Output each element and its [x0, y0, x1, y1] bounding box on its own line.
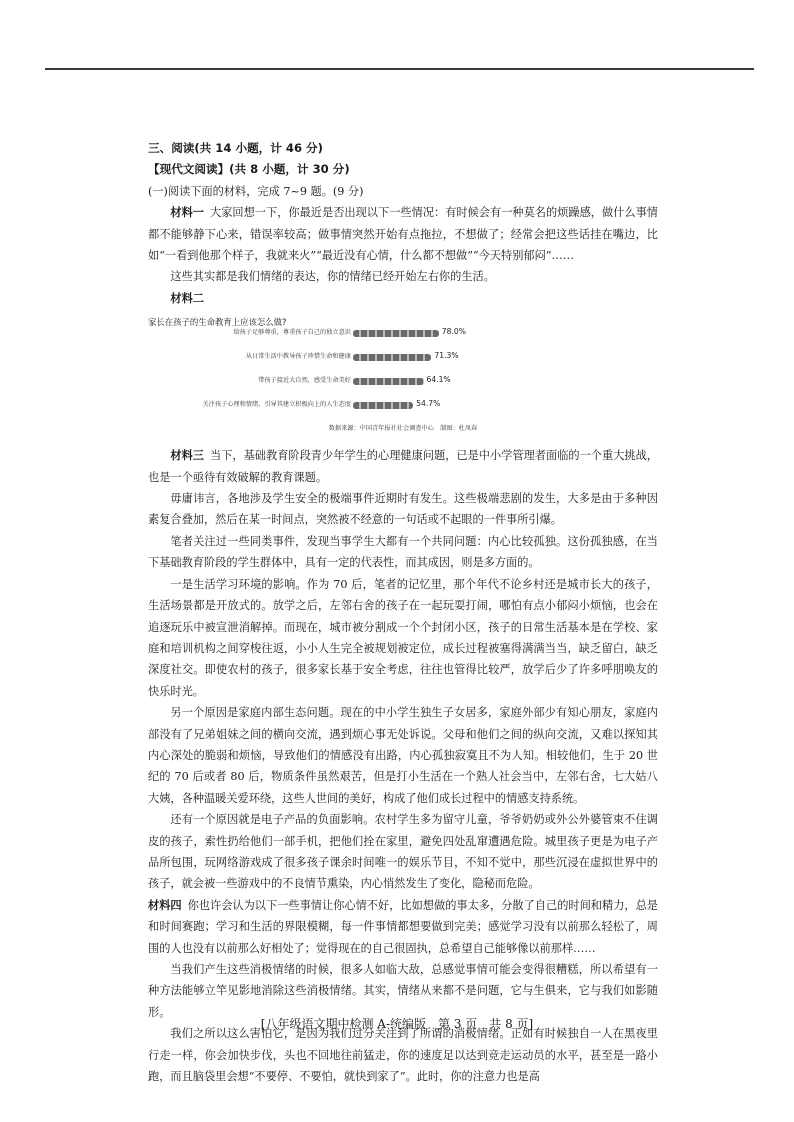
chart-bar: [353, 354, 431, 361]
chart-title: 家长在孩子的生命教育上应该怎么做?: [148, 317, 287, 328]
material3-paragraph4: 一是生活学习环境的影响。作为 70 后，笔者的记忆里，那个年代不论乡村还是城市长大的孩子，生活场景都是开放式的。放学之后，左邻右舍的孩子在一起玩耍打闹，哪怕有点小郁闷小烦恼，也会在追逐玩乐中被宣泄消解掉。而现在，城市被分割成一个个封闭小区，孩子的日常生活基本是在学校、家庭和培训机构之间穿梭往返，小小人生完全被规划被定位，成长过程被塞得满满当当，缺乏留白，缺乏深度社交。即使农村的孩子，很多家长基于安全考虑，往往也管得比较严，放学后少了许多呼朋唤友的快乐时光。: [148, 577, 658, 698]
material2-paragraph: [148, 288, 658, 309]
chart-category-label: 给孩子足够尊重，尊重孩子自己的独立意识: [233, 329, 351, 337]
chart-bar-row: [148, 329, 658, 353]
material1-paragraph: [148, 202, 658, 266]
material3-paragraph3: 笔者关注过一些同类事件，发现当事学生大都有一个共同问题：内心比较孤独。这份孤独感，在当下基础教育阶段的学生群体中，具有一定的代表性，而其成因，则是多方面的。: [148, 534, 658, 570]
chart-value-label: 71.3%: [434, 351, 459, 361]
material1-label: 材料一: [170, 206, 204, 220]
material4-text1: 你也许会认为以下一些事情让你心情不好，比如想做的事太多，分散了自己的时间和精力，总是和时间赛跑；学习和生活的界限模糊，每一件事情都想要做到完美；感觉学习没有以前那么轻松了，周围的人也没有以前那么好相处了；觉得现在的自己很固执，总希望自己能够像以前那样……: [148, 898, 658, 955]
chart-bar: [353, 378, 424, 385]
chart-value-label: 64.1%: [426, 375, 451, 385]
material1-paragraph2: 这些其实都是我们情绪的表达，你的情绪已经开始左右你的生活。: [170, 270, 495, 284]
material1-text: 大家回想一下，你最近是否出现以下一些情况：有时候会有一种莫名的烦躁感，做什么事情都不能够静下心来，错误率较高；做事情突然开始有点拖拉，不想做了；经常会把这些话挂在嘴边，比如“一看到他那个样子，我就来火”“最近没有心情，什么都不想做”“今天特别郁闷”……: [148, 206, 658, 263]
chart-bar-row: [148, 353, 658, 377]
material4-paragraph1: [148, 895, 658, 959]
exam-page-content: [148, 138, 658, 1087]
chart-category-label: 带孩子接近大自然，感受生命美好: [258, 377, 351, 385]
chart-bar-track: [353, 330, 439, 337]
material4-paragraph2: 当我们产生这些消极情绪的时候，很多人如临大敌，总感觉事情可能会变得很糟糕，所以希望有一种方法能够立竿见影地消除这些消极情绪。其实，情绪从来都不是问题，它与生俱来，它与我们如影随形。: [148, 963, 658, 1019]
chart-category-label: 从日常生活中教导孩子珍惜生命和健康: [245, 353, 351, 361]
material3-paragraph1: [148, 445, 658, 488]
material3-paragraph5: 另一个原因是家庭内部生态问题。现在的中小学生独生子女居多，家庭外部少有知心朋友，家庭内部没有了兄弟姐妹之间的横向交流，遇到烦心事无处诉说。父母和他们之间的纵向交流，又难以探知其内心深处的脆弱和烦恼，导致他们的情感没有出路，内心孤独寂寞且不为人知。相较他们，生于 20 世纪的 70 后或者 80 后，物质条件虽然艰苦，但是打小生活在一个熟人社会当中，左邻右舍，七大姑八大姨，各种温暖关爱环绕，这些人世间的美好，构成了他们成长过程中的情感支持系统。: [148, 706, 658, 805]
section-subheading: 【现代文阅读】(共 8 小题，计 30 分): [148, 162, 350, 177]
chart-bar-track: [353, 378, 424, 385]
material4-label: 材料四: [148, 898, 182, 912]
material2-label: 材料二: [170, 291, 204, 305]
chart-bars: [148, 329, 658, 425]
chart-value-label: 78.0%: [441, 327, 466, 337]
scan-border-line: [45, 68, 754, 70]
material3-label: 材料三: [170, 449, 204, 463]
chart-category-label: 关注孩子心理和情绪，引导其建立积极向上的人生态度: [202, 401, 351, 409]
chart-bar-row: [148, 377, 658, 401]
chart-value-label: 54.7%: [416, 399, 441, 409]
chart-bar: [353, 402, 413, 409]
chart-bar-track: [353, 402, 413, 409]
page-footer: [八年级语文期中检测 A-统编版 第 3 页 共 8 页]: [260, 1017, 534, 1031]
material3-paragraph2: 毋庸讳言，各地涉及学生安全的极端事件近期时有发生。这些极端悲剧的发生，大多是由于多种因素复合叠加，然后在某一时间点，突然被不经意的一句话或不起眼的一件事所引爆。: [148, 492, 658, 527]
material4-paragraph3: 我们之所以这么害怕它，是因为我们过分关注到了所谓的消极情绪。正如有时候独自一人在黑夜里行走一样，你会加快步伐，头也不回地往前猛走，你的速度足以达到竞走运动员的水平，甚至是一路小跑，而且脑袋里会想“不要停、不要怕，就快到家了”。此时，你的注意力也是高: [148, 1027, 658, 1084]
question-instruction: (一)阅读下面的材料，完成 7~9 题。(9 分): [148, 184, 364, 198]
chart-source: 数据来源：中国青年报社社会调查中心 制图：杜凤春: [328, 424, 478, 432]
chart-bar: [353, 330, 439, 337]
survey-bar-chart: [148, 315, 658, 441]
material3-text1: 当下，基础教育阶段青少年学生的心理健康问题，已是中小学管理者面临的一个重大挑战，也是一个亟待有效破解的教育课题。: [148, 449, 658, 484]
section-heading: 三、阅读(共 14 小题，计 46 分): [148, 141, 323, 155]
material3-paragraph6: 还有一个原因就是电子产品的负面影响。农村学生多为留守儿童，爷爷奶奶或外公外婆管束不住调皮的孩子，索性扔给他们一部手机，把他们拴在家里，避免四处乱窜遭遇危险。城里孩子更是为电子产品所包围，玩网络游戏成了很多孩子课余时间唯一的娱乐节目，不知不觉中，那些沉浸在虚拟世界中的孩子，就会被一些游戏中的不良情节熏染，内心悄然发生了变化，隐秘而危险。: [148, 813, 658, 891]
chart-bar-track: [353, 354, 431, 361]
